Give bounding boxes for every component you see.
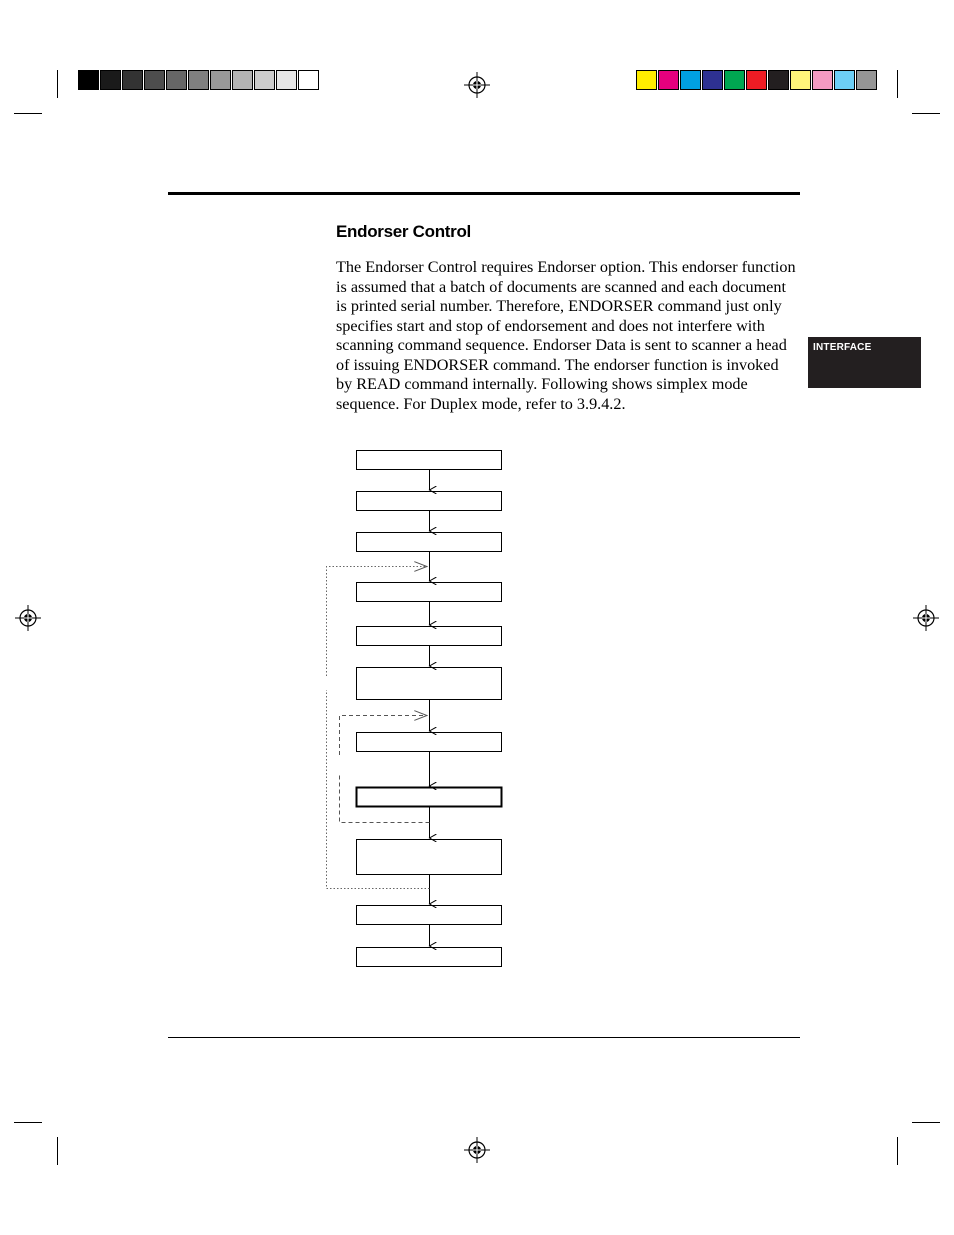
flow-box <box>357 948 502 967</box>
flow-box <box>357 533 502 552</box>
flow-box <box>357 668 502 700</box>
flow-box <box>357 583 502 602</box>
section-heading: Endorser Control <box>336 222 471 241</box>
section-body-paragraph: The Endorser Control requires Endorser option. This endorser function is assumed that a batch of documents are scanned and each document is printed serial number. Therefore, ENDORSER command just only specifies start and stop of endorsement and does not interfere with scanning command sequence. Endorser Data is sent to scanner a head of issuing ENDORSER command. The endorser function is invoked by READ command internally. Following shows simplex mode sequence. For Duplex mode, refer to 3.9.4.2. <box>336 258 796 413</box>
flow-box <box>357 627 502 646</box>
chapter-tab-label: INTERFACE <box>813 342 872 353</box>
flow-box <box>357 733 502 752</box>
flow-box <box>357 451 502 470</box>
flow-box <box>357 840 502 875</box>
flow-box <box>357 906 502 925</box>
flow-box-highlighted <box>357 788 502 807</box>
flow-box <box>357 492 502 511</box>
